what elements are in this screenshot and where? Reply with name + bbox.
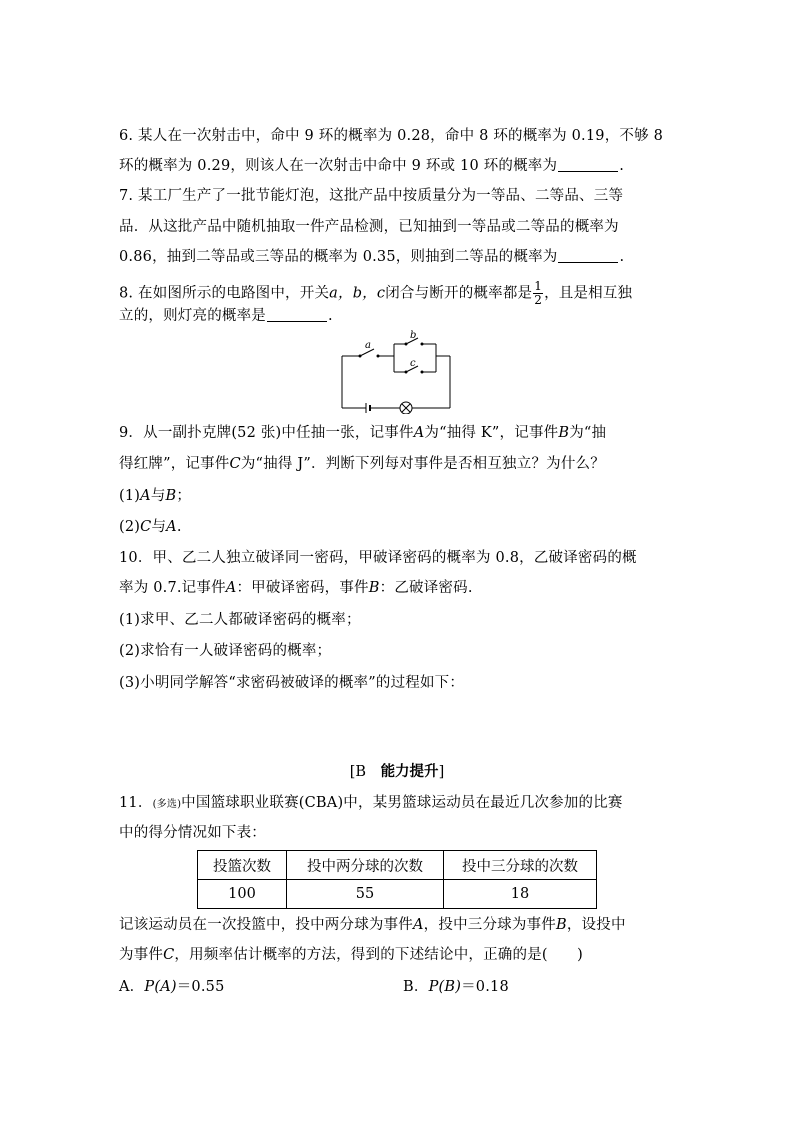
q8-text: 立的，则灯亮的概率是: [119, 308, 266, 324]
table-cell: 55: [287, 880, 444, 909]
q7-line-1: 7. 某工厂生产了一批节能灯泡，这批产品中按质量分为一等品、二等品、三等: [119, 188, 624, 204]
table-row: [198, 880, 597, 909]
q11-option-a: A．P(A)＝0.55: [119, 979, 225, 995]
q8-answer-blank: [267, 307, 327, 322]
q9-text-e: 为“抽得 J”．判断下列每对事件是否相互独立？为什么？: [240, 456, 605, 472]
q11-line-4: 为事件C，用频率估计概率的方法，得到的下述结论中，正确的是( ): [119, 947, 584, 963]
q10-part-1: (1)求甲、乙二人都破译密码的概率；: [119, 612, 361, 628]
q11-option-b: B．P(B)＝0.18: [403, 979, 509, 995]
q6-answer-blank: [558, 157, 618, 172]
q8-text-c: ，且是相互独: [544, 285, 633, 302]
switch-a-label: a: [365, 340, 371, 351]
q7-line-3: [119, 247, 624, 267]
q11-line-2: 中的得分情况如下表：: [119, 825, 266, 841]
q11-line-3: 记该运动员在一次投篮中，投中两分球为事件A，投中三分球为事件B，设投中: [119, 917, 626, 933]
circuit-diagram: [330, 330, 460, 414]
q10-line-2: 率为 0.7.记事件A：甲破译密码，事件B：乙破译密码.: [119, 580, 473, 596]
q6-period: .: [619, 158, 625, 174]
q7-answer-blank: [558, 248, 618, 263]
switch-b-label: b: [410, 330, 417, 341]
table-header: 投篮次数: [198, 851, 287, 880]
event-b: B: [558, 425, 570, 441]
q8-period: .: [328, 308, 333, 324]
event-a: A: [413, 425, 425, 441]
q8-line-1: [119, 280, 632, 307]
section-heading: [B 能力提升]: [349, 763, 445, 780]
q6-line-2: [119, 156, 624, 176]
fraction-denominator: 2: [534, 293, 543, 307]
event-c: C: [229, 456, 241, 472]
q9-part-2: (2)C与A.: [119, 519, 182, 535]
q9-line-1: [119, 423, 606, 443]
q6-line-1: 6. 某人在一次射击中，命中 9 环的概率为 0.28，命中 8 环的概率为 0.19，不够 8: [119, 128, 664, 144]
multi-select-tag: (多选): [152, 799, 182, 810]
score-table: [197, 850, 597, 909]
q7-line-2: 品．从这批产品中随机抽取一件产品检测，已知抽到一等品或二等品的概率为: [119, 219, 619, 235]
table-cell: 18: [444, 880, 597, 909]
q7-text: 0.86，抽到二等品或三等品的概率为 0.35，则抽到二等品的概率为: [119, 249, 558, 265]
q7-period: .: [619, 249, 625, 265]
q10-part-2: (2)求恰有一人破译密码的概率；: [119, 643, 332, 659]
table-header-row: [198, 851, 597, 880]
q9-line-2: [119, 454, 605, 474]
q11-line-1: 11．(多选)中国篮球职业联赛(CBA)中，某男篮球运动员在最近几次参加的比赛: [119, 795, 623, 811]
section-title: 能力提升: [380, 763, 439, 780]
q6-text: 环的概率为 0.29，则该人在一次射击中命中 9 环或 10 环的概率为: [119, 158, 558, 174]
table-cell: 100: [198, 880, 287, 909]
q9-text-a: 9．从一副扑克牌(52 张)中任抽一张，记事件: [119, 425, 414, 441]
fraction-numerator: 1: [534, 279, 543, 293]
table-header: 投中两分球的次数: [287, 851, 444, 880]
table-header: 投中三分球的次数: [444, 851, 597, 880]
q9-text-c: 为“抽: [569, 425, 607, 441]
q9-text-b: 为“抽得 K”，记事件: [424, 425, 559, 441]
q8-text-a: 8. 在如图所示的电路图中，开关: [119, 285, 330, 302]
q8-text-b: 闭合与断开的概率都是: [385, 285, 533, 302]
switch-c-label: c: [410, 358, 416, 369]
q9-part-1: (1)A与B；: [119, 488, 192, 504]
q8-switch-names: a，b，c: [329, 285, 386, 302]
q10-line-1: 10．甲、乙二人独立破译同一密码，甲破译密码的概率为 0.8，乙破译密码的概: [119, 550, 637, 566]
q8-line-2: [119, 306, 333, 326]
q9-text-d: 得红牌”，记事件: [119, 456, 230, 472]
q10-part-3: (3)小明同学解答“求密码被破译的概率”的过程如下：: [119, 675, 465, 691]
q8-fraction: [533, 280, 543, 307]
